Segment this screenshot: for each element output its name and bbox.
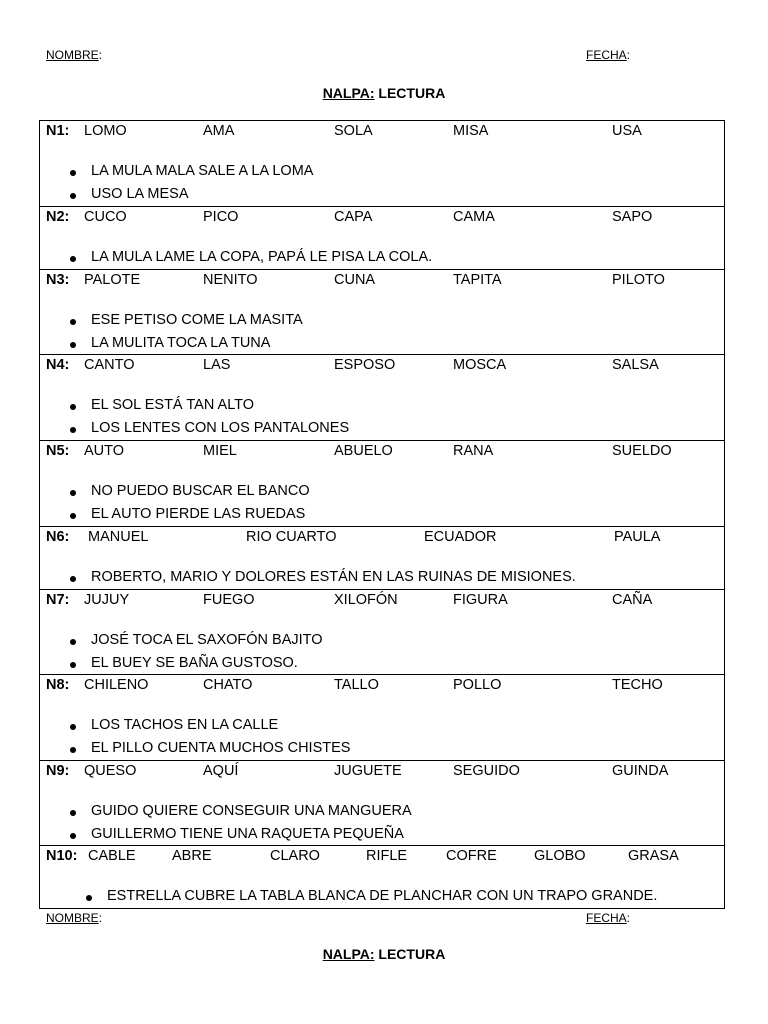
level-word: JUJUY (84, 592, 130, 608)
level-word: CAPA (334, 209, 373, 225)
level-word: GRASA (628, 848, 679, 864)
level-word: RANA (453, 443, 494, 459)
level-word: QUESO (84, 763, 137, 779)
level-word: SALSA (612, 357, 659, 373)
level-words (40, 443, 724, 465)
level-word: SEGUIDO (453, 763, 520, 779)
bullet-icon (70, 747, 76, 753)
bullet-icon (70, 810, 76, 816)
bullet-icon (70, 724, 76, 730)
level-word: ABRE (172, 848, 212, 864)
date-label-bottom-colon: : (626, 911, 631, 925)
bullet-icon (70, 513, 76, 519)
level-word: SUELDO (612, 443, 672, 459)
sentence: ESTRELLA CUBRE LA TABLA BLANCA DE PLANCHAR CON UN TRAPO GRANDE. (107, 888, 658, 904)
level-code: N1: (46, 123, 70, 139)
level-code: N7: (46, 592, 70, 608)
level-code: N10: (46, 848, 78, 864)
level-word: PALOTE (84, 272, 141, 288)
level-word: SOLA (334, 123, 373, 139)
name-label-text: NOMBRE (46, 48, 99, 62)
sentence: GUILLERMO TIENE UNA RAQUETA PEQUEÑA (91, 826, 404, 842)
level-word: CABLE (88, 848, 136, 864)
level-word: SAPO (612, 209, 653, 225)
date-label (586, 48, 630, 62)
level-word: AQUÍ (203, 763, 239, 779)
level-row (40, 760, 724, 845)
sentence: EL AUTO PIERDE LAS RUEDAS (91, 506, 306, 522)
level-word: TAPITA (453, 272, 502, 288)
level-row (40, 674, 724, 760)
sentence: GUIDO QUIERE CONSEGUIR UNA MANGUERA (91, 803, 412, 819)
date-label-text: FECHA (586, 48, 627, 62)
level-word: CHILENO (84, 677, 149, 693)
sentence: ROBERTO, MARIO Y DOLORES ESTÁN EN LAS RUINAS DE MISIONES. (91, 569, 576, 585)
level-word: TECHO (612, 677, 663, 693)
level-words (40, 209, 724, 231)
level-code: N2: (46, 209, 70, 225)
level-words (40, 357, 724, 379)
level-word: FIGURA (453, 592, 508, 608)
bullet-icon (70, 833, 76, 839)
bullet-icon (70, 490, 76, 496)
page-title-bottom-prefix: NALPA: (322, 946, 375, 962)
level-code: N5: (46, 443, 70, 459)
level-row (40, 526, 724, 589)
level-word: FUEGO (203, 592, 255, 608)
date-label-colon: : (626, 48, 631, 62)
level-word: ESPOSO (334, 357, 396, 373)
sentence: LOS LENTES CON LOS PANTALONES (91, 420, 350, 436)
name-label-bottom (46, 911, 102, 925)
bullet-icon (70, 342, 76, 348)
page-title-bottom (0, 946, 768, 962)
level-word: JUGUETE (334, 763, 402, 779)
sentence: LA MULITA TOCA LA TUNA (91, 335, 271, 351)
sentence: EL PILLO CUENTA MUCHOS CHISTES (91, 740, 351, 756)
level-code: N4: (46, 357, 70, 373)
level-row (40, 589, 724, 674)
level-word: CANTO (84, 357, 135, 373)
level-word: CHATO (203, 677, 253, 693)
level-word: MISA (453, 123, 489, 139)
level-word: MIEL (203, 443, 237, 459)
bullet-icon (70, 193, 76, 199)
level-word: AUTO (84, 443, 125, 459)
bullet-icon (70, 170, 76, 176)
sentence: ESE PETISO COME LA MASITA (91, 312, 303, 328)
name-label-bottom-text: NOMBRE (46, 911, 99, 925)
page-title-bottom-suffix: LECTURA (378, 946, 446, 962)
bullet-icon (70, 662, 76, 668)
level-words (40, 123, 724, 145)
level-word: CLARO (270, 848, 320, 864)
level-word: CUCO (84, 209, 127, 225)
level-word: PAULA (614, 529, 661, 545)
sentence: JOSÉ TOCA EL SAXOFÓN BAJITO (91, 632, 323, 648)
level-word: CAÑA (612, 592, 653, 608)
level-code: N8: (46, 677, 70, 693)
bullet-icon (70, 639, 76, 645)
sentence: LOS TACHOS EN LA CALLE (91, 717, 279, 733)
bullet-icon (70, 404, 76, 410)
level-word: MOSCA (453, 357, 507, 373)
reading-levels-table (39, 120, 725, 909)
bullet-icon (70, 256, 76, 262)
level-words (40, 848, 724, 870)
page-title-prefix: NALPA: (322, 85, 375, 101)
name-label-bottom-colon: : (98, 911, 103, 925)
date-label-bottom-text: FECHA (586, 911, 627, 925)
level-words (40, 529, 724, 551)
level-code: N9: (46, 763, 70, 779)
level-word: TALLO (334, 677, 379, 693)
level-word: GUINDA (612, 763, 669, 779)
sentence: LA MULA LAME LA COPA, PAPÁ LE PISA LA COLA. (91, 249, 433, 265)
level-row (40, 440, 724, 526)
level-word: NENITO (203, 272, 258, 288)
level-word: ABUELO (334, 443, 393, 459)
level-row (40, 354, 724, 440)
level-words (40, 677, 724, 699)
page-title (0, 85, 768, 101)
name-label-colon: : (98, 48, 103, 62)
sentence: LA MULA MALA SALE A LA LOMA (91, 163, 314, 179)
level-word: CAMA (453, 209, 495, 225)
level-code: N3: (46, 272, 70, 288)
level-word: ECUADOR (424, 529, 497, 545)
level-word: RIO CUARTO (246, 529, 337, 545)
page-title-suffix: LECTURA (378, 85, 446, 101)
level-row (40, 206, 724, 269)
level-word: LAS (203, 357, 231, 373)
bullet-icon (70, 319, 76, 325)
bullet-icon (70, 427, 76, 433)
sentence: EL BUEY SE BAÑA GUSTOSO. (91, 655, 298, 671)
level-code: N6: (46, 529, 70, 545)
sentence: NO PUEDO BUSCAR EL BANCO (91, 483, 310, 499)
level-word: CUNA (334, 272, 376, 288)
level-word: AMA (203, 123, 235, 139)
level-word: USA (612, 123, 642, 139)
sentence: EL SOL ESTÁ TAN ALTO (91, 397, 255, 413)
level-word: POLLO (453, 677, 502, 693)
level-row (40, 845, 724, 910)
date-label-bottom (586, 911, 630, 925)
level-word: XILOFÓN (334, 592, 398, 608)
level-word: PICO (203, 209, 239, 225)
level-word: MANUEL (88, 529, 149, 545)
name-label (46, 48, 102, 62)
bullet-icon (70, 576, 76, 582)
level-words (40, 592, 724, 614)
level-words (40, 272, 724, 294)
level-word: GLOBO (534, 848, 586, 864)
bullet-icon (86, 895, 92, 901)
level-word: RIFLE (366, 848, 408, 864)
level-word: LOMO (84, 123, 127, 139)
sentence: USO LA MESA (91, 186, 189, 202)
level-word: COFRE (446, 848, 497, 864)
level-row (40, 121, 724, 206)
level-words (40, 763, 724, 785)
level-word: PILOTO (612, 272, 665, 288)
level-row (40, 269, 724, 354)
